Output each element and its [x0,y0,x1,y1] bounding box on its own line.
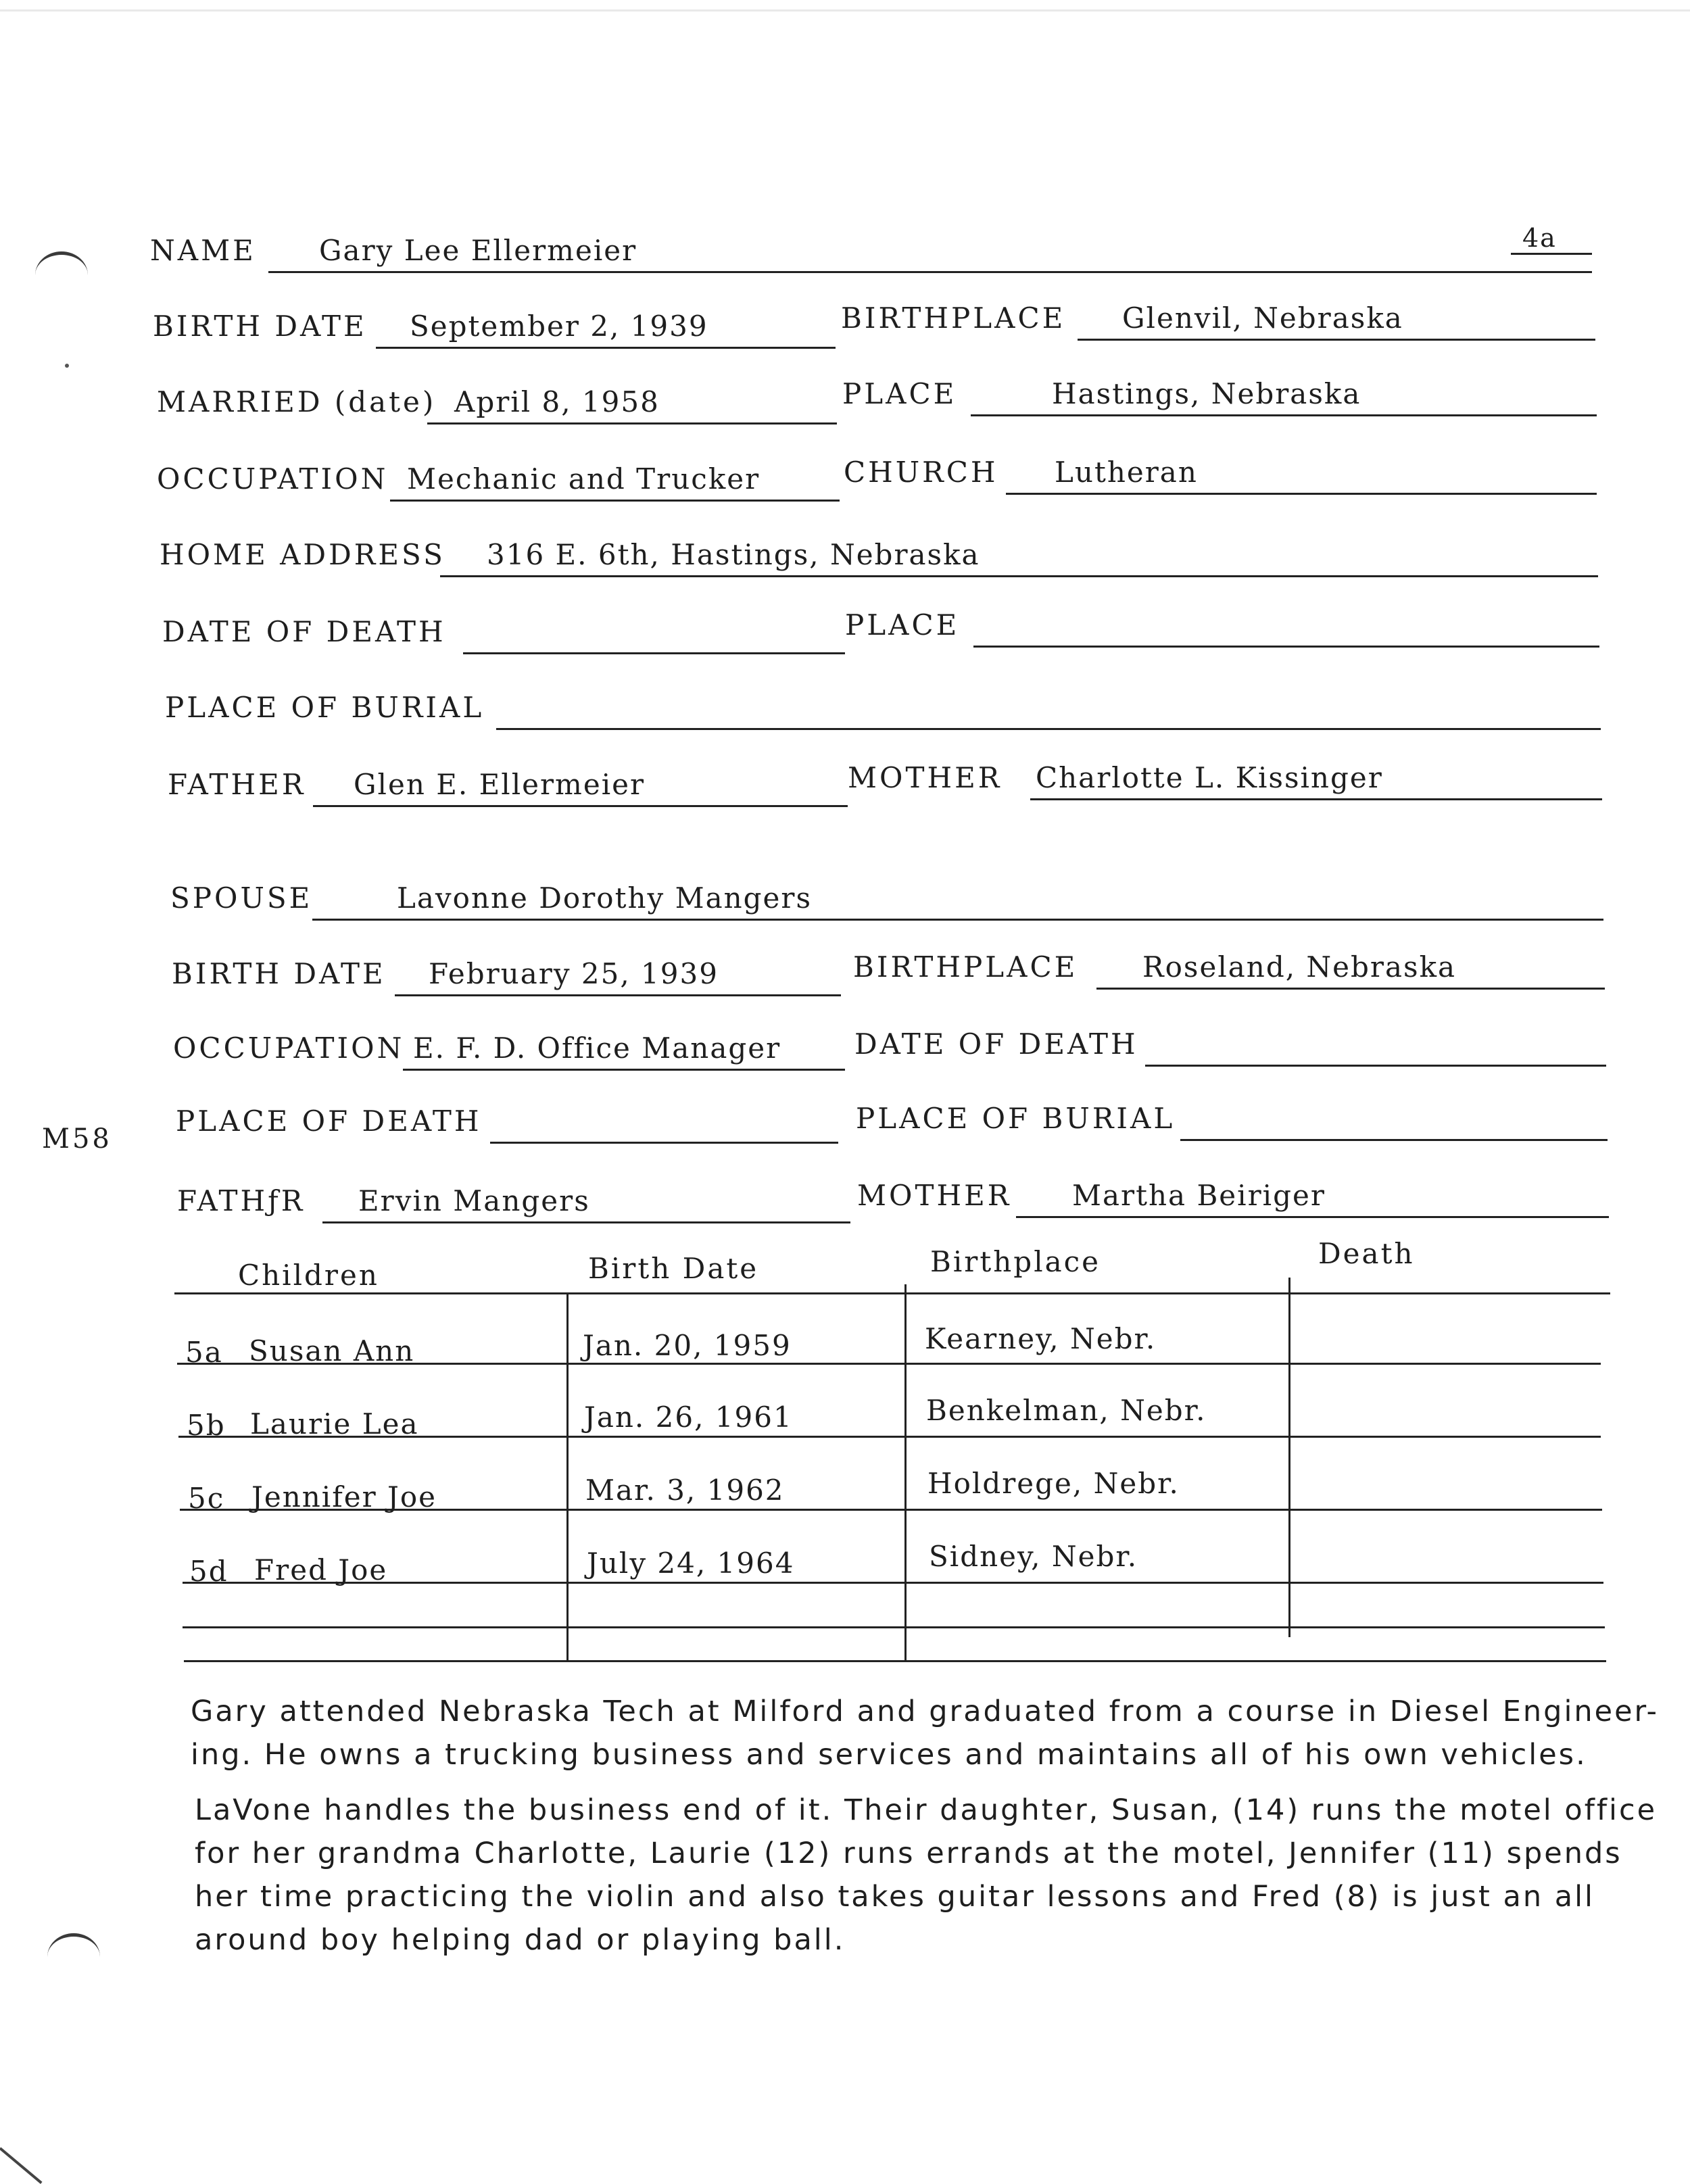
child-birth-date: Mar. 3, 1962 [585,1474,785,1507]
spouse-place-of-burial-line [1180,1139,1608,1141]
child-id: 5c [188,1482,225,1515]
child-name: Susan Ann [249,1334,415,1367]
birthplace-field [841,300,1595,341]
occupation-line [390,500,840,502]
narrative-line: her time practicing the violin and also takes guitar lessons and Fred (8) is just an all [195,1880,1595,1914]
spouse-date-of-death-field [854,1026,1606,1067]
spouse-birth-date-line [395,994,841,996]
binder-hole-bottom [47,1933,100,1957]
death-place-field [845,607,1599,648]
spouse-line [312,919,1603,921]
narrative-line: around boy helping dad or playing ball. [195,1923,846,1957]
spouse-mother-label: MOTHER [857,1179,1012,1212]
spouse-birth-date-field [172,956,841,996]
birth-date-field [153,308,836,349]
scan-edge [0,9,1690,11]
child-birth-date: Jan. 20, 1959 [583,1329,792,1362]
child-birth-date: July 24, 1964 [587,1547,795,1580]
birth-date-label: BIRTH DATE [153,310,367,343]
spouse-father-value: Ervin Mangers [358,1184,590,1217]
death-place-line [973,646,1599,648]
date-of-death-field [162,614,845,654]
church-label: CHURCH [844,456,998,489]
narrative-line: LaVone handles the business end of it. Their daughter, Susan, (14) runs the motel office [195,1793,1658,1827]
spouse-date-of-death-line [1145,1065,1606,1067]
narrative-line: Gary attended Nebraska Tech at Milford and graduated from a course in Diesel Engineer- [191,1695,1660,1728]
spouse-place-of-burial-field [856,1100,1608,1141]
name-value: Gary Lee Ellermeier [319,234,637,267]
spouse-place-of-death-field [176,1103,838,1144]
margin-reference: M58 [42,1123,112,1155]
home-address-value: 316 E. 6th, Hastings, Nebraska [487,538,980,571]
column-rule [904,1284,907,1660]
spouse-birthplace-value: Roseland, Nebraska [1142,950,1457,984]
church-field [844,454,1597,495]
child-birthplace: Sidney, Nebr. [929,1540,1138,1573]
child-name: Laurie Lea [250,1407,419,1440]
married-place-line [971,414,1597,416]
home-address-line [440,575,1598,577]
spouse-birthplace-field [853,949,1605,990]
spouse-label: SPOUSE [170,881,313,915]
father-value: Glen E. Ellermeier [354,768,646,801]
birthplace-label: BIRTHPLACE [841,301,1066,335]
child-name: Jennifer Joe [251,1480,437,1513]
header-death: Death [1318,1237,1415,1270]
occupation-value: Mechanic and Trucker [407,462,760,495]
spouse-place-of-death-line [490,1142,838,1144]
spouse-occupation-label: OCCUPATION [173,1032,405,1065]
spouse-occupation-line [403,1069,845,1071]
spouse-mother-line [1016,1216,1609,1218]
child-birth-date: Jan. 26, 1961 [584,1401,793,1434]
row-rule [183,1582,1603,1584]
binder-hole-top [35,251,88,275]
spouse-birthplace-label: BIRTHPLACE [853,950,1078,984]
row-rule [183,1626,1605,1628]
column-rule [1288,1278,1290,1637]
stray-mark [65,364,69,368]
mother-value: Charlotte L. Kissinger [1036,761,1383,794]
spouse-occupation-field [173,1030,845,1071]
death-place-label: PLACE [845,608,960,641]
name-line [268,271,1592,273]
narrative-line: ing. He owns a trucking business and services and maintains all of his own vehicles. [191,1738,1587,1772]
church-value: Lutheran [1055,456,1198,489]
child-birthplace: Holdrege, Nebr. [927,1467,1180,1500]
spouse-value: Lavonne Dorothy Mangers [397,881,813,915]
header-birth-date: Birth Date [588,1252,759,1285]
narrative-line: for her grandma Charlotte, Laurie (12) runs errands at the motel, Jennifer (11) spends [195,1837,1622,1870]
child-id: 5b [187,1409,226,1442]
child-name: Fred Joe [254,1553,388,1586]
married-label: MARRIED (date) [157,385,437,418]
date-of-death-label: DATE OF DEATH [162,615,446,648]
birth-date-line [376,347,836,349]
spouse-father-field [177,1183,850,1223]
married-field [157,384,837,424]
spouse-place-of-death-label: PLACE OF DEATH [176,1105,482,1138]
spouse-birth-date-value: February 25, 1939 [429,957,719,990]
name-label: NAME [150,234,256,267]
birth-date-value: September 2, 1939 [410,310,708,343]
home-address-field [160,537,1598,577]
birthplace-value: Glenvil, Nebraska [1122,301,1403,335]
table-header-rule [174,1292,1610,1294]
spouse-father-line [322,1221,850,1223]
spouse-mother-value: Martha Beiriger [1072,1179,1326,1212]
mother-field [848,760,1602,800]
place-of-burial-label: PLACE OF BURIAL [165,691,485,724]
married-place-value: Hastings, Nebraska [1052,377,1361,410]
child-birthplace: Benkelman, Nebr. [926,1394,1207,1427]
home-address-label: HOME ADDRESS [160,538,445,571]
child-id: 5a [185,1336,223,1369]
date-of-death-line [463,652,845,654]
father-line [313,805,848,807]
spouse-birth-date-label: BIRTH DATE [172,957,386,990]
header-birthplace: Birthplace [930,1245,1101,1278]
married-place-field [842,376,1597,416]
place-of-burial-field [165,689,1601,730]
married-place-label: PLACE [842,377,957,410]
table-bottom-rule [184,1660,1606,1662]
married-line [427,422,837,424]
church-line [1006,493,1597,495]
mother-line [1030,798,1602,800]
spouse-birthplace-line [1096,988,1605,990]
father-field [168,767,848,807]
header-children: Children [238,1259,379,1292]
occupation-label: OCCUPATION [157,462,389,495]
child-id: 5d [189,1555,228,1588]
page-number: 4a [1522,223,1557,253]
spouse-occupation-value: E. F. D. Office Manager [413,1032,781,1065]
spouse-place-of-burial-label: PLACE OF BURIAL [856,1102,1176,1135]
married-value: April 8, 1958 [454,385,660,418]
child-birthplace: Kearney, Nebr. [925,1322,1157,1355]
column-rule [566,1292,569,1660]
spouse-field [170,880,1603,921]
page-corner-mark [0,2147,43,2183]
father-label: FATHER [168,768,306,801]
spouse-mother-field [857,1178,1609,1218]
place-of-burial-line [496,728,1601,730]
birthplace-line [1078,339,1595,341]
name-field [150,233,1592,273]
mother-label: MOTHER [848,761,1003,794]
occupation-field [157,461,840,502]
spouse-father-label: FATHƒR [177,1184,306,1217]
spouse-date-of-death-label: DATE OF DEATH [854,1027,1138,1061]
